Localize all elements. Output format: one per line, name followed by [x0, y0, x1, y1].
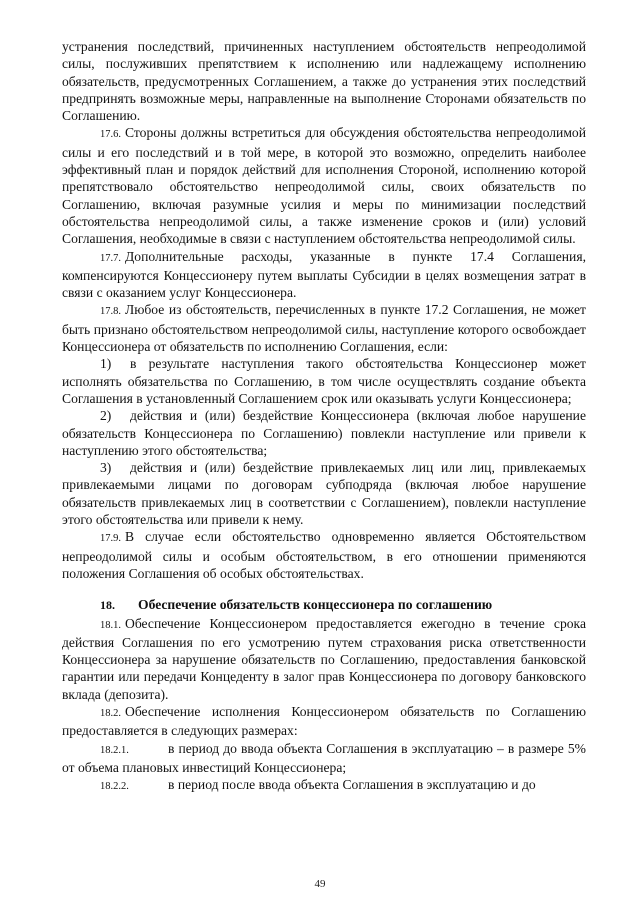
clause-number: 18.2.1.: [100, 744, 129, 756]
paragraph-17-7: [62, 248, 586, 302]
list-item-3: [62, 459, 586, 528]
section-heading-18: [62, 596, 586, 614]
clause-text: В случае если обстоятельство одновременно является Обстоятельством непреодолимой силы и особым обстоятельством, в его отношении применяются положения Соглашения об особых обстоятельствах.: [62, 529, 586, 581]
paragraph-17-6: [62, 124, 586, 247]
clause-number: 17.7.: [100, 252, 121, 264]
clause-text: Дополнительные расходы, указанные в пункте 17.4 Соглашения, компенсируются Концессионеру путем выплаты Субсидии в целях возмещения затрат в связи с оказанием услуг Концессионера.: [62, 248, 586, 301]
paragraph-intro: устранения последствий, причиненных наступлением обстоятельств непреодолимой силы, послуживших препятствием к исполнению или надлежащему исполнению обязательств, предусмотренных Соглашением, а также до устранения этих последствий предпринять возможные меры, направленные на выполнение Сторонами обязательств по Соглашению.: [62, 39, 586, 124]
clause-text: Обеспечение Концессионером предоставляется ежегодно в течение срока действия Соглашения по его усмотрению путем страхования риска ответственности Концессионера за нарушение обязательств по Соглашению, предоставления банковской гарантии или передачи Концеденту в залог прав Концессионера по договору банковского вклада (депозита).: [62, 615, 586, 702]
list-text: в результате наступления такого обстоятельства Концессионер может исполнять обязательства по Соглашению, в том числе осуществлять создание объекта Соглашения в установленный Соглашением срок или оказывать услуги Концессионера;: [62, 356, 586, 406]
list-item-2: [62, 407, 586, 459]
paragraph-18-2-1: [62, 740, 586, 777]
clause-text: Любое из обстоятельств, перечисленных в пункте 17.2 Соглашения, не может быть признано обстоятельством непреодолимой силы, наступление которого освобождает Концессионера от обязательств по исполнению Соглашения, если:: [62, 302, 586, 355]
list-number: 2): [100, 408, 112, 424]
clause-number: 17.9.: [100, 533, 121, 545]
paragraph-17-8: [62, 301, 586, 355]
section-title: Обеспечение обязательств концессионера по соглашению: [138, 597, 493, 613]
document-page: [62, 38, 586, 795]
clause-number: 17.8.: [100, 306, 121, 318]
clause-number: 18.1.: [100, 619, 121, 631]
clause-text: Стороны должны встретиться для обсуждения обстоятельства непреодолимой силы и его последствий и в той мере, в которой это возможно, определить наиболее эффективный план и порядок действий для исполнения Стороной, исполнению которой препятствовало обстоятельство непреодолимой силы, своих обязательств по Соглашению, включая разумные усилия и меры по минимизации последствий обстоятельства непреодолимой силы, а также изменение сроков и (или) условий Соглашения, необходимые в связи с наступлением обстоятельства непреодолимой силы.: [62, 125, 586, 247]
paragraph-18-2: [62, 703, 586, 740]
clause-text: в период до ввода объекта Соглашения в эксплуатацию – в размере 5% от объема плановых инвестиций Концессионера;: [62, 740, 586, 775]
paragraph-18-1: [62, 615, 586, 703]
clause-number: 18.2.: [100, 707, 121, 719]
section-number: 18.: [100, 598, 115, 613]
clause-number: 17.6.: [100, 129, 121, 141]
paragraph-17-9: [62, 528, 586, 582]
clause-text: в период после ввода объекта Соглашения в эксплуатацию и до: [168, 777, 536, 793]
page-number: 49: [314, 878, 326, 890]
list-number: 3): [100, 460, 112, 476]
list-text: действия и (или) бездействие привлекаемых лиц или лиц, привлекаемых привлекаемыми лицами по договорам субподряда (включая любое нарушение обязательств привлекаемых лиц в соответствии с Соглашением), повлекли наступление этого обстоятельства или привели к нему.: [62, 460, 586, 528]
list-item-1: [62, 355, 586, 407]
list-text: действия и (или) бездействие Концессионера (включая любое нарушение обязательств Концессионера по Соглашению) повлекли наступление или привели к наступлению этого обстоятельства;: [62, 408, 586, 458]
clause-number: 18.2.2.: [100, 781, 129, 793]
paragraph-18-2-2: [62, 776, 586, 795]
list-number: 1): [100, 356, 112, 372]
clause-text: Обеспечение исполнения Концессионером обязательств по Соглашению предоставляется в следующих размерах:: [62, 703, 586, 739]
